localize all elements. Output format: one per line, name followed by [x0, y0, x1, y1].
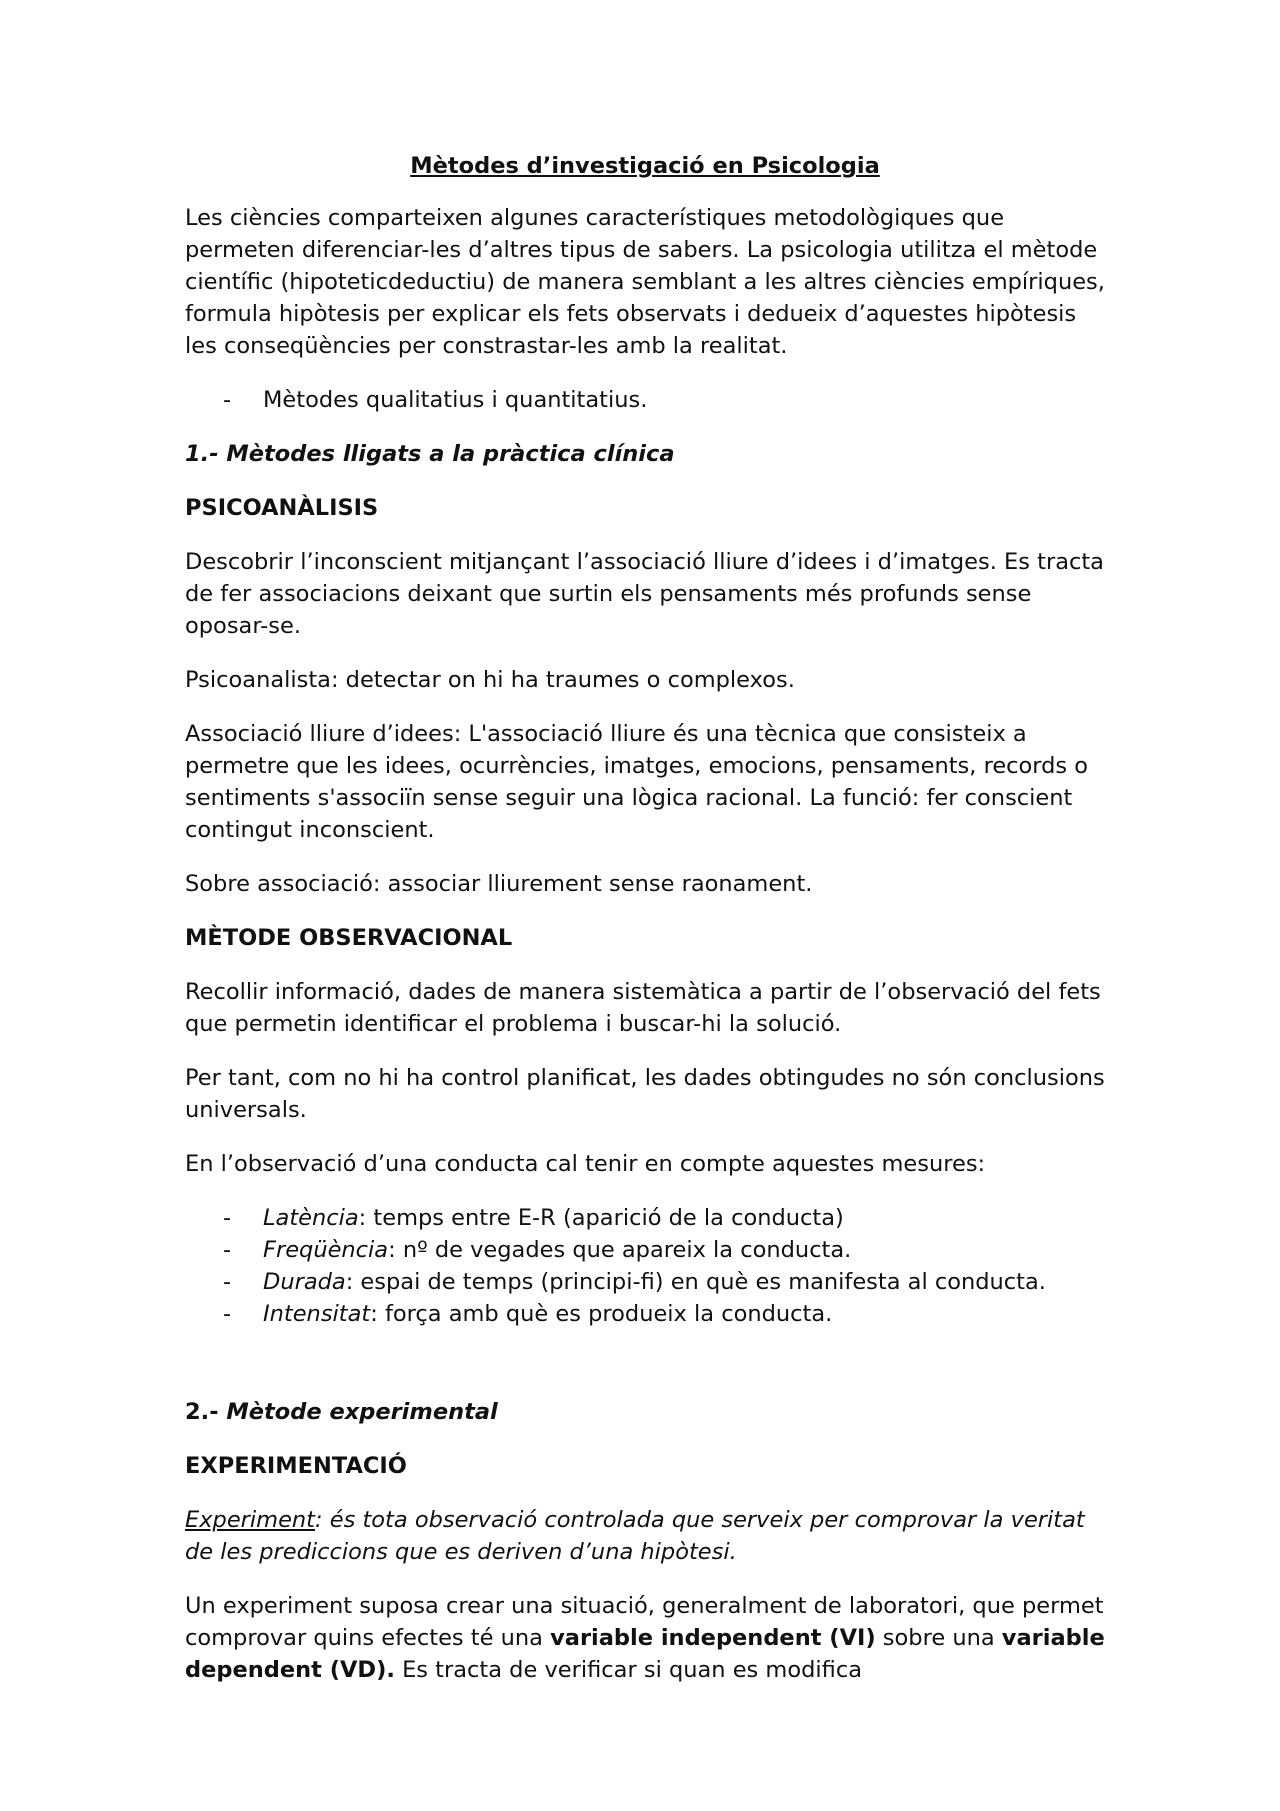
measures-list — [185, 1202, 1105, 1330]
paragraph-text: Es tracta de verificar si quan es modifica — [394, 1657, 862, 1683]
list-item-text: Mètodes qualitatius i quantitatius. — [263, 387, 648, 413]
observacional-paragraph-2: Per tant, com no hi ha control planificat, les dades obtingudes no són conclusions universals. — [185, 1065, 1105, 1123]
experimentacio-heading: EXPERIMENTACIÓ — [185, 1453, 407, 1479]
intro-list — [185, 384, 1105, 416]
measure-text: : força amb què es produeix la conducta. — [370, 1301, 833, 1327]
list-item — [185, 1234, 1105, 1266]
measure-text: : nº de vegades que apareix la conducta. — [388, 1237, 852, 1263]
psicoanalisis-paragraph-4: Sobre associació: associar lliurement sense raonament. — [185, 871, 813, 897]
dash-bullet: - — [223, 1269, 232, 1295]
psicoanalisis-heading: PSICOANÀLISIS — [185, 495, 379, 521]
measure-term: Durada — [263, 1269, 346, 1295]
measure-text: : temps entre E-R (aparició de la conducta) — [358, 1205, 844, 1231]
paragraph-text: Un experiment suposa crear una situació, generalment de laboratori, que permet comprovar quins efectes té una — [185, 1593, 1104, 1651]
measure-text: : espai de temps (principi-fi) en què es manifesta al conducta. — [345, 1269, 1046, 1295]
list-item — [185, 1266, 1105, 1298]
list-item — [185, 384, 1105, 416]
section-2-heading — [185, 1396, 1105, 1428]
variable-dependent: variable dependent (VD). — [185, 1625, 1105, 1683]
section-2-title: Mètode experimental — [226, 1399, 498, 1425]
psicoanalisis-paragraph-2: Psicoanalista: detectar on hi ha traumes o complexos. — [185, 667, 795, 693]
intro-paragraph: Les ciències comparteixen algunes característiques metodològiques que permeten diferenciar-les d’altres tipus de sabers. La psicologia utilitza el mètode científic (hipoteticdeductiu) de manera semblant a les altres ciències empíriques, formula hipòtesis per explicar els fets observats i dedueix d’aquestes hipòtesis les conseqüències per constrastar-les amb la realitat. — [185, 205, 1105, 359]
section-1-heading: 1.- Mètodes lligats a la pràctica clínica — [185, 441, 675, 467]
paragraph-text: sobre una — [875, 1625, 1002, 1651]
document-page — [185, 150, 1105, 1708]
dash-bullet: - — [223, 387, 232, 413]
section-2-number: 2.- — [185, 1399, 227, 1425]
document-title: Mètodes d’investigació en Psicologia — [410, 153, 880, 179]
list-item — [185, 1298, 1105, 1330]
dash-bullet: - — [223, 1301, 232, 1327]
dash-bullet: - — [223, 1237, 232, 1263]
list-item — [185, 1202, 1105, 1234]
observacional-heading: MÈTODE OBSERVACIONAL — [185, 925, 513, 951]
definition-term: Experiment — [185, 1507, 316, 1533]
experiment-paragraph — [185, 1590, 1105, 1686]
measure-term: Intensitat — [263, 1301, 371, 1327]
measure-term: Latència — [263, 1205, 359, 1231]
dash-bullet: - — [223, 1205, 232, 1231]
experiment-definition — [185, 1504, 1105, 1568]
psicoanalisis-paragraph-3: Associació lliure d’idees: L'associació lliure és una tècnica que consisteix a permetre que les idees, ocurrències, imatges, emocions, pensaments, records o sentiments s'associïn sense seguir una lògica racional. La funció: fer conscient contingut inconscient. — [185, 721, 1089, 843]
observacional-paragraph-1: Recollir informació, dades de manera sistemàtica a partir de l’observació del fets que permetin identificar el problema i buscar-hi la solució. — [185, 979, 1101, 1037]
spacer — [185, 1352, 1105, 1396]
observacional-paragraph-3: En l’observació d’una conducta cal tenir en compte aquestes mesures: — [185, 1151, 986, 1177]
variable-independent: variable independent (VI) — [550, 1625, 876, 1651]
definition-text: : és tota observació controlada que serveix per comprovar la veritat de les prediccions que es deriven d’una hipòtesi. — [185, 1507, 1085, 1565]
measure-term: Freqüència — [263, 1237, 389, 1263]
psicoanalisis-paragraph-1: Descobrir l’inconscient mitjançant l’associació lliure d’idees i d’imatges. Es tracta de fer associacions deixant que surtin els pensaments més profunds sense oposar-se. — [185, 549, 1104, 639]
